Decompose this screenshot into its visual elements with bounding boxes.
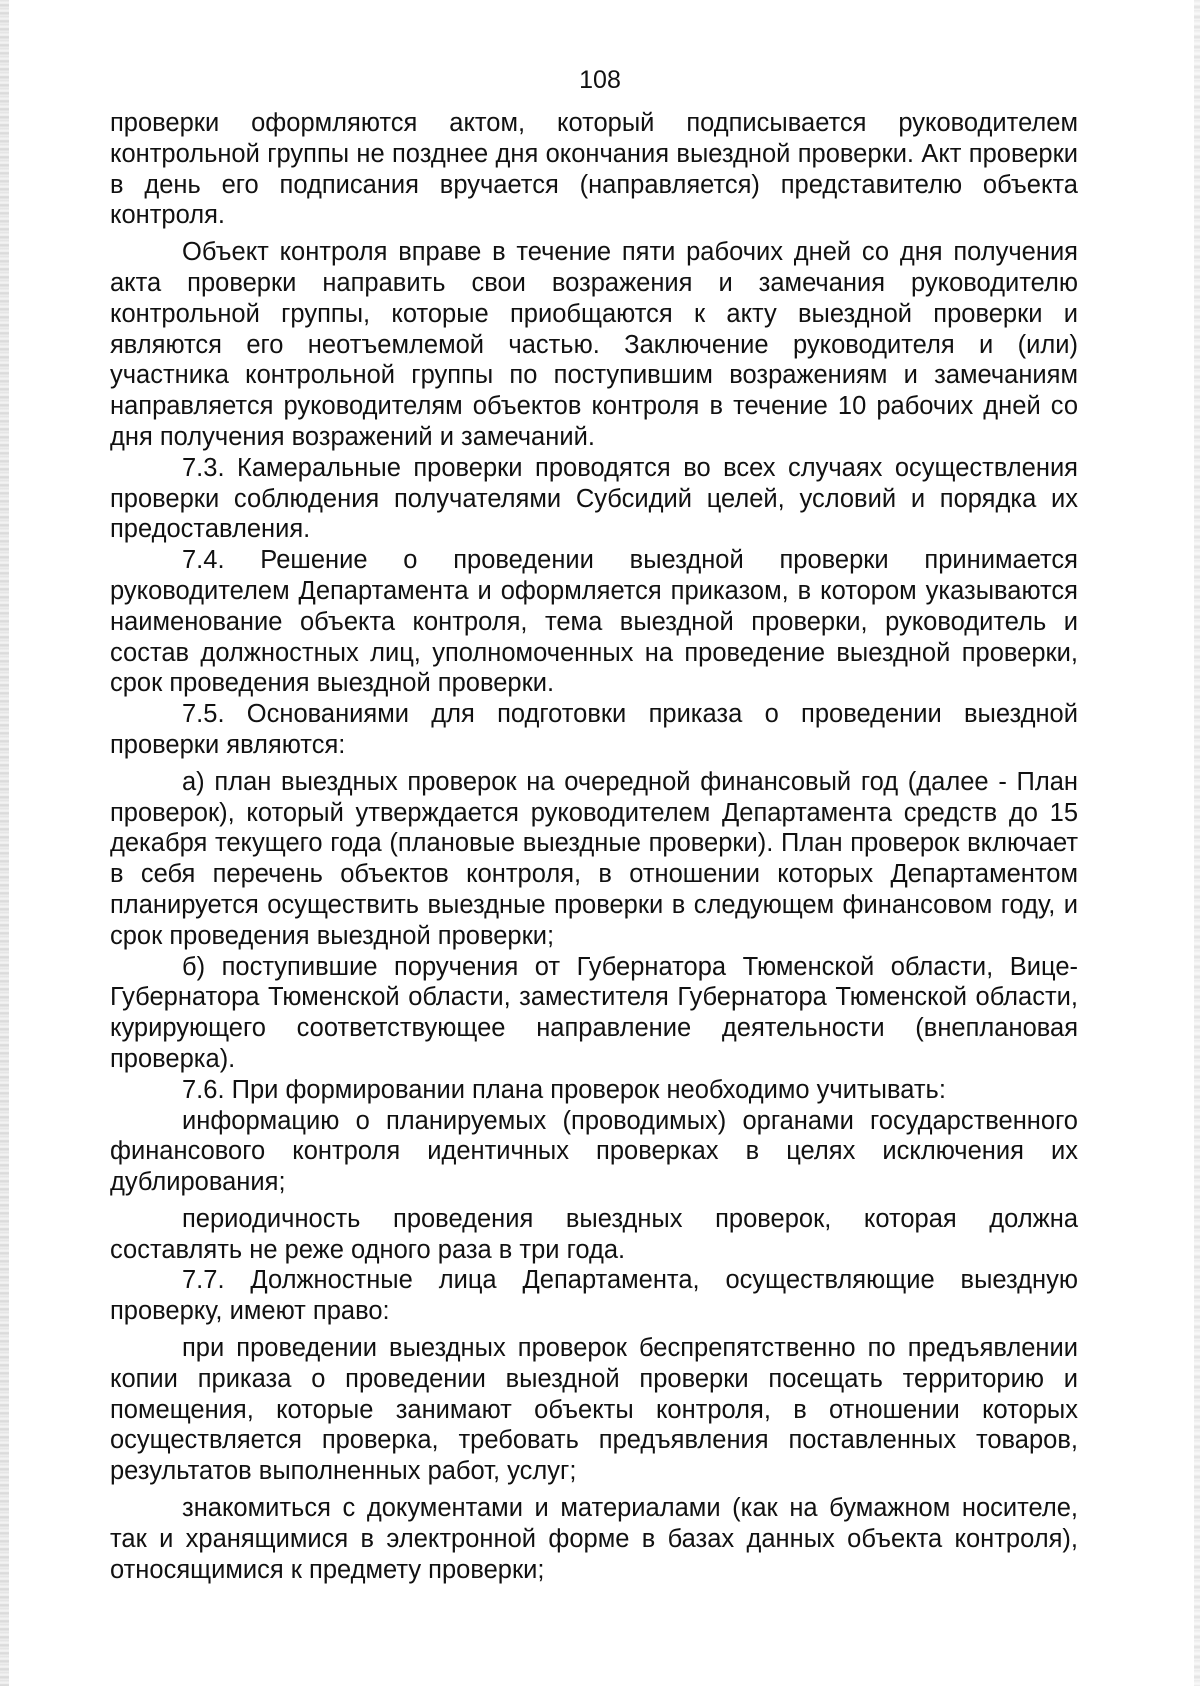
paragraph-7-5: 7.5. Основаниями для подготовки приказа о проведении выездной проверки являются: [110, 700, 1078, 759]
paragraph: Объект контроля вправе в течение пяти рабочих дней со дня получения акта проверки направить свои возражения и замечания руководителю контрольной группы, которые приобщаются к акту выездной проверки и являются его неотъемлемой частью. Заключение руководителя и (или) участника контрольной группы по поступившим возражениям и замечаниям направляется руководителям объектов контроля в течение 10 рабочих дней со дня получения возражений и замечаний. [110, 238, 1078, 451]
document-body [110, 108, 1078, 1585]
page-number: 108 [579, 66, 621, 94]
paragraph-7-7: 7.7. Должностные лица Департамента, осуществляющие выездную проверку, имеют право: [110, 1266, 1078, 1326]
paragraph: проверки оформляются актом, который подписывается руководителем контрольной группы не позднее дня окончания выездной проверки. Акт проверки в день его подписания вручается (направляется) представителю объекта контроля. [110, 109, 1078, 230]
list-item-a: а) план выездных проверок на очередной финансовый год (далее - План проверок), который утверждается руководителем Департамента средств до 15 декабря текущего года (плановые выездные проверки). План проверок включает в себя перечень объектов контроля, в отношении которых Департаментом планируется осуществить выездные проверки в следующем финансовом году, и срок проведения выездной проверки; [110, 767, 1078, 950]
paragraph: при проведении выездных проверок беспрепятственно по предъявлении копии приказа о проведении выездной проверки посещать территорию и помещения, которые занимают объекты контроля, в отношении которых осуществляется проверка, требовать предъявления поставленных товаров, результатов выполненных работ, услуг; [110, 1334, 1078, 1486]
paragraph: информацию о планируемых (проводимых) органами государственного финансового контроля идентичных проверках в целях исключения их дублирования; [110, 1106, 1078, 1197]
list-item-b: б) поступившие поручения от Губернатора Тюменской области, Вице-Губернатора Тюменской области, заместителя Губернатора Тюменской области, курирующего соответствующее направление деятельности (внеплановая проверка). [110, 952, 1078, 1073]
paragraph-7-4: 7.4. Решение о проведении выездной проверки принимается руководителем Департамента и оформляется приказом, в котором указываются наименование объекта контроля, тема выездной проверки, руководитель и состав должностных лиц, уполномоченных на проведение выездной проверки, срок проведения выездной проверки. [110, 546, 1078, 698]
paragraph: знакомиться с документами и материалами (как на бумажном носителе, так и хранящимися в электронной форме в базах данных объекта контроля), относящимися к предмету проверки; [110, 1494, 1078, 1584]
scan-right-edge [1194, 0, 1200, 1686]
paragraph-7-3: 7.3. Камеральные проверки проводятся во всех случаях осуществления проверки соблюдения получателями Субсидий целей, условий и порядка их предоставления. [110, 453, 1078, 544]
paragraph-7-6: 7.6. При формировании плана проверок необходимо учитывать: [182, 1075, 946, 1104]
paragraph: периодичность проведения выездных проверок, которая должна составлять не реже одного раза в три года. [110, 1204, 1078, 1264]
scan-left-edge [0, 0, 9, 1686]
